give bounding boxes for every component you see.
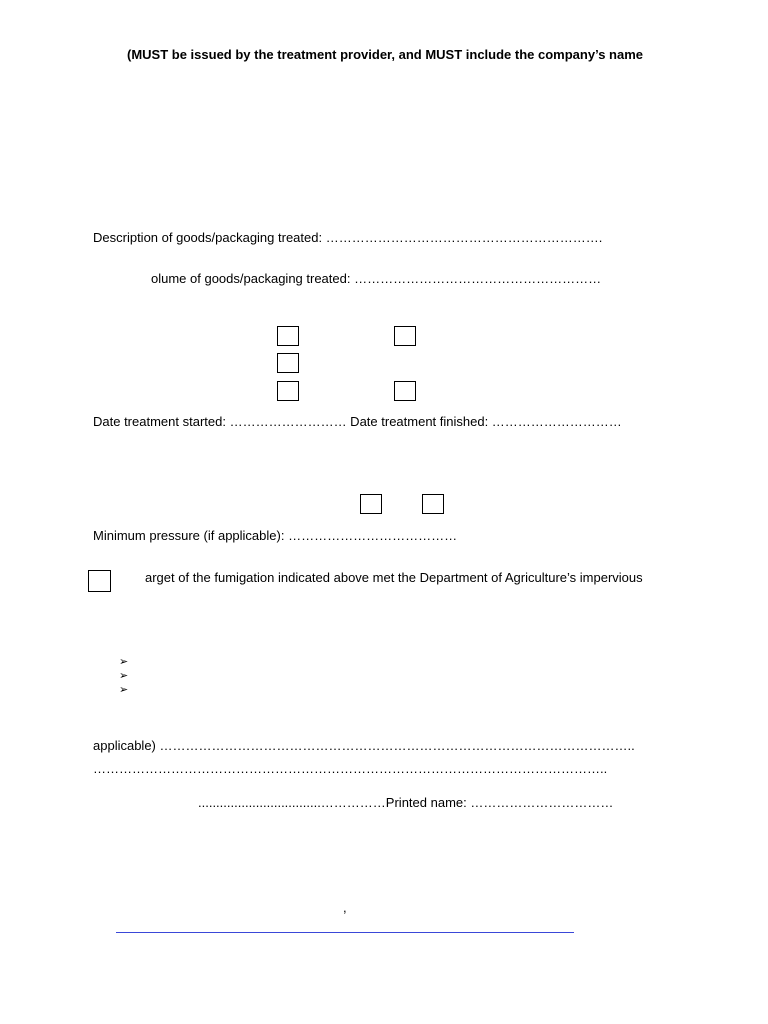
page-title: (MUST be issued by the treatment provider, and MUST include the company’s name xyxy=(127,47,644,62)
signature-printed-name-field: ..................................……………Printed name: …………………………… xyxy=(198,795,614,810)
minimum-pressure-field: Minimum pressure (if applicable): ………………………………… xyxy=(93,528,458,543)
checkbox[interactable] xyxy=(394,326,416,346)
checkbox[interactable] xyxy=(277,353,299,373)
applicable-line: applicable) ……………………………………………………………………………………………….. xyxy=(93,738,635,753)
checkbox[interactable] xyxy=(277,326,299,346)
fumigation-checkbox[interactable] xyxy=(88,570,111,592)
description-field: Description of goods/packaging treated: ………………………………………………………. xyxy=(93,230,603,245)
treatment-dates-field: Date treatment started: ……………………… Date treatment finished: ………………………… xyxy=(93,414,622,429)
applicable-continuation-line: ……………………………………………………………………………………………………….. xyxy=(93,761,608,776)
checkbox[interactable] xyxy=(422,494,444,514)
bullet-icon: ➢ xyxy=(119,656,129,668)
checkbox[interactable] xyxy=(277,381,299,401)
checkbox[interactable] xyxy=(394,381,416,401)
footer-link-underline[interactable] xyxy=(116,932,574,933)
footer-mark: , xyxy=(343,900,347,915)
checkbox[interactable] xyxy=(360,494,382,514)
bullet-icon: ➢ xyxy=(119,670,129,682)
bullet-icon: ➢ xyxy=(119,684,129,696)
volume-field: olume of goods/packaging treated: ………………………………………………… xyxy=(151,271,602,286)
fumigation-statement: arget of the fumigation indicated above met the Department of Agriculture’s impervious xyxy=(145,570,643,585)
